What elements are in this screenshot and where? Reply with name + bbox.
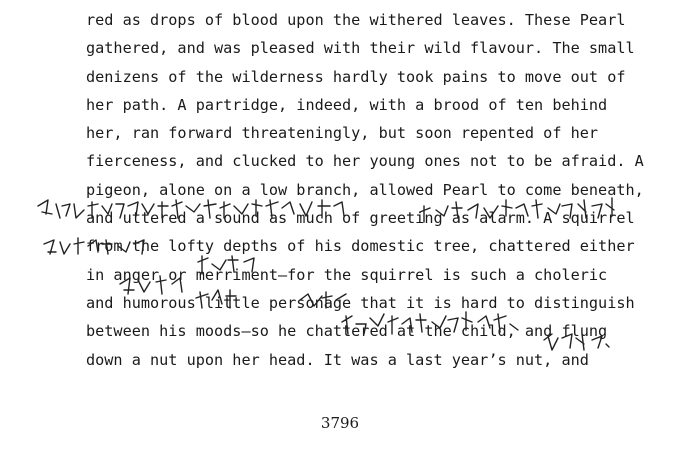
text-line-12: between his moods—so he chattered at the child, and flung: [86, 322, 608, 341]
text-line-2: gathered, and was pleased with their wild flavour. The small: [86, 39, 635, 58]
text-line-9: from the lofty depths of his domestic tree, chattered either: [86, 237, 635, 256]
text-line-8: and uttered a sound as much of greeting as alarm. A squirrel: [86, 209, 635, 228]
text-line-6: fierceness, and clucked to her young ones not to be afraid. A: [86, 152, 644, 171]
text-line-4: her path. A partridge, indeed, with a brood of ten behind: [86, 95, 608, 114]
text-line-1: red as drops of blood upon the withered leaves. These Pearl: [86, 11, 626, 29]
text-line-11: and humorous little personage that it is hard to distinguish: [86, 293, 635, 312]
text-line-13: down a nut upon her head. It was a last year’s nut, and: [86, 350, 589, 369]
page-number: 3796: [320, 414, 360, 432]
text-line-10: in anger or merriment—for the squirrel is such a choleric: [86, 265, 608, 284]
text-line-7: pigeon, alone on a low branch, allowed Pearl to come beneath,: [86, 180, 644, 199]
text-line-3: denizens of the wilderness hardly took pains to move out of: [86, 67, 626, 86]
text-line-5: her, ran forward threateningly, but soon repented of her: [86, 124, 599, 143]
passage-text: [86, 6, 644, 374]
